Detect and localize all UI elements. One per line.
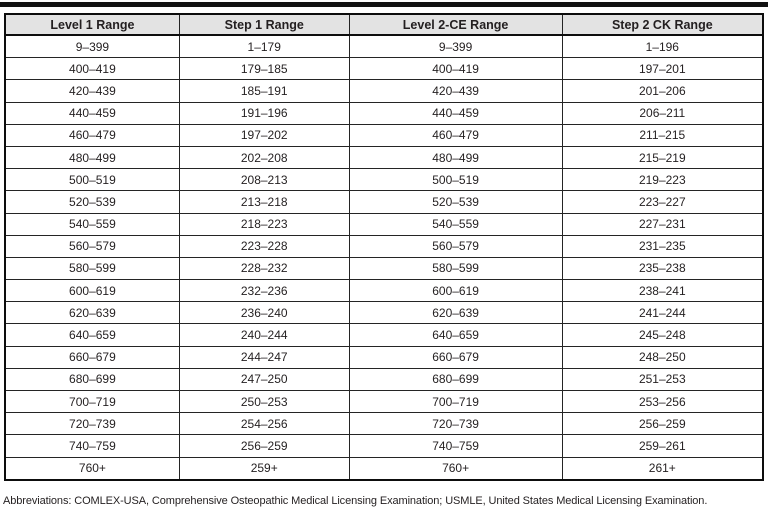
table-cell: 9–399	[5, 35, 179, 58]
header-row	[5, 14, 763, 35]
table-cell: 185–191	[179, 80, 349, 102]
table-cell: 560–579	[349, 235, 562, 257]
table-row	[5, 191, 763, 213]
table-cell: 197–202	[179, 124, 349, 146]
table-cell: 540–559	[5, 213, 179, 235]
table-cell: 400–419	[5, 58, 179, 80]
table-cell: 253–256	[562, 391, 763, 413]
table-cell: 460–479	[5, 124, 179, 146]
table-cell: 228–232	[179, 257, 349, 279]
table-row	[5, 435, 763, 457]
table-cell: 540–559	[349, 213, 562, 235]
table-cell: 244–247	[179, 346, 349, 368]
table-cell: 760+	[349, 457, 562, 480]
table-cell: 248–250	[562, 346, 763, 368]
column-header-level1-range: Level 1 Range	[5, 14, 179, 35]
abbreviations-footnote: Abbreviations: COMLEX-USA, Comprehensive Osteopathic Medical Licensing Examination; USMLE, United States Medical Licensing Examination.	[3, 495, 708, 507]
table-row	[5, 169, 763, 191]
table-row	[5, 257, 763, 279]
table-cell: 600–619	[5, 280, 179, 302]
table-cell: 400–419	[349, 58, 562, 80]
table-cell: 241–244	[562, 302, 763, 324]
table-cell: 202–208	[179, 146, 349, 168]
table-row	[5, 324, 763, 346]
table-cell: 760+	[5, 457, 179, 480]
table-row	[5, 58, 763, 80]
table-row	[5, 280, 763, 302]
table-cell: 232–236	[179, 280, 349, 302]
table-row	[5, 368, 763, 390]
table-cell: 580–599	[5, 257, 179, 279]
table-cell: 620–639	[5, 302, 179, 324]
table-cell: 213–218	[179, 191, 349, 213]
column-header-level2ce-range: Level 2-CE Range	[349, 14, 562, 35]
table-cell: 261+	[562, 457, 763, 480]
table-cell: 179–185	[179, 58, 349, 80]
table-cell: 1–196	[562, 35, 763, 58]
table-cell: 680–699	[5, 368, 179, 390]
table-row	[5, 146, 763, 168]
table-cell: 191–196	[179, 102, 349, 124]
table-cell: 460–479	[349, 124, 562, 146]
table-row	[5, 235, 763, 257]
table-cell: 197–201	[562, 58, 763, 80]
table-cell: 700–719	[5, 391, 179, 413]
table-cell: 238–241	[562, 280, 763, 302]
table-row	[5, 80, 763, 102]
table-row	[5, 391, 763, 413]
table-row	[5, 457, 763, 480]
table-cell: 256–259	[179, 435, 349, 457]
table-cell: 740–759	[5, 435, 179, 457]
table-cell: 218–223	[179, 213, 349, 235]
table-cell: 560–579	[5, 235, 179, 257]
table-cell: 259+	[179, 457, 349, 480]
table-cell: 420–439	[349, 80, 562, 102]
table-cell: 235–238	[562, 257, 763, 279]
table-cell: 720–739	[349, 413, 562, 435]
table-cell: 245–248	[562, 324, 763, 346]
table-cell: 580–599	[349, 257, 562, 279]
table-cell: 440–459	[5, 102, 179, 124]
table-cell: 208–213	[179, 169, 349, 191]
table-cell: 231–235	[562, 235, 763, 257]
table-cell: 240–244	[179, 324, 349, 346]
table-header	[5, 14, 763, 35]
table-cell: 420–439	[5, 80, 179, 102]
column-header-step1-range: Step 1 Range	[179, 14, 349, 35]
table-cell: 1–179	[179, 35, 349, 58]
table-row	[5, 213, 763, 235]
table-cell: 660–679	[349, 346, 562, 368]
table-cell: 206–211	[562, 102, 763, 124]
table-cell: 9–399	[349, 35, 562, 58]
table-cell: 254–256	[179, 413, 349, 435]
table-cell: 223–227	[562, 191, 763, 213]
table-row	[5, 35, 763, 58]
table-cell: 500–519	[5, 169, 179, 191]
column-header-step2ck-range: Step 2 CK Range	[562, 14, 763, 35]
table-cell: 236–240	[179, 302, 349, 324]
table-cell: 215–219	[562, 146, 763, 168]
table-cell: 740–759	[349, 435, 562, 457]
table-cell: 700–719	[349, 391, 562, 413]
table-cell: 247–250	[179, 368, 349, 390]
table-body	[5, 35, 763, 480]
table-cell: 250–253	[179, 391, 349, 413]
table-cell: 201–206	[562, 80, 763, 102]
table-cell: 440–459	[349, 102, 562, 124]
table-cell: 720–739	[5, 413, 179, 435]
table-cell: 223–228	[179, 235, 349, 257]
table-cell: 251–253	[562, 368, 763, 390]
table-row	[5, 346, 763, 368]
table-cell: 600–619	[349, 280, 562, 302]
table-cell: 211–215	[562, 124, 763, 146]
table-cell: 660–679	[5, 346, 179, 368]
table-row	[5, 102, 763, 124]
table-cell: 259–261	[562, 435, 763, 457]
table-cell: 520–539	[349, 191, 562, 213]
table-row	[5, 124, 763, 146]
table-cell: 640–659	[5, 324, 179, 346]
score-concordance-table	[4, 13, 764, 481]
table-cell: 640–659	[349, 324, 562, 346]
table-cell: 219–223	[562, 169, 763, 191]
table-cell: 256–259	[562, 413, 763, 435]
table-cell: 520–539	[5, 191, 179, 213]
table-row	[5, 413, 763, 435]
table-row	[5, 302, 763, 324]
table-cell: 620–639	[349, 302, 562, 324]
table-cell: 480–499	[349, 146, 562, 168]
table-cell: 480–499	[5, 146, 179, 168]
top-rule-divider	[0, 2, 768, 7]
table-cell: 680–699	[349, 368, 562, 390]
table-cell: 500–519	[349, 169, 562, 191]
table-cell: 227–231	[562, 213, 763, 235]
